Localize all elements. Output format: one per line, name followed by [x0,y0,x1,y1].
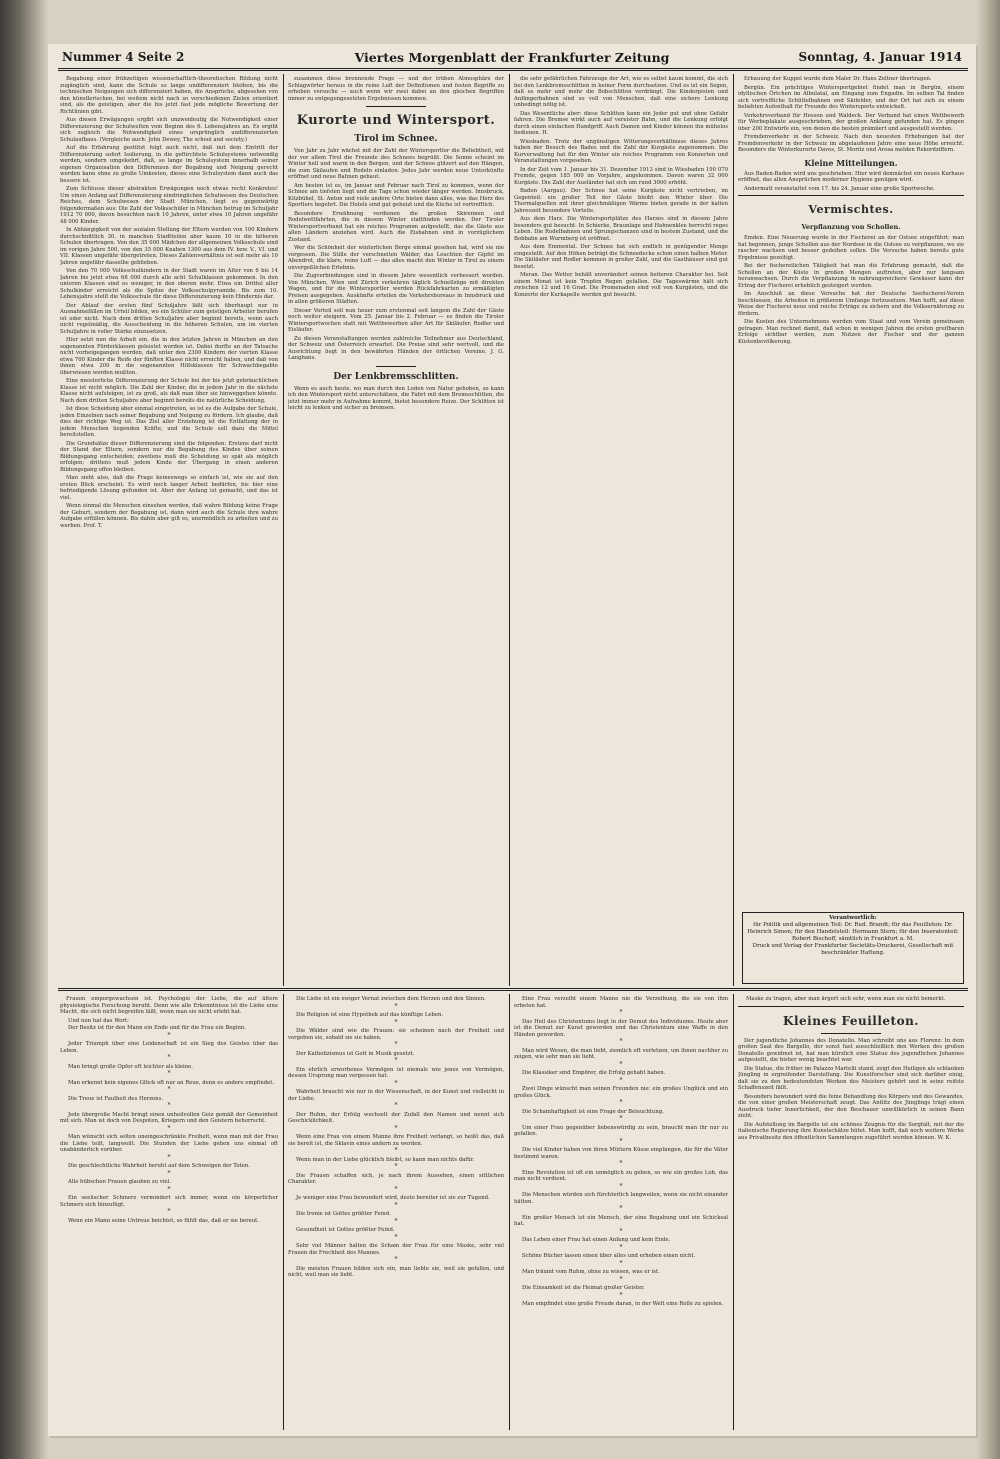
paragraph: Bei der fischereilichen Tätigkeit hat man die Erfahrung gemacht, daß die Schollen an der Küste in großen Mengen auftreten, aber nur langsam heranwachsen. Durch die Verpflanzung in nahrungsreichere Gewässer kann der Ertrag der Fischerei erheblich gesteigert werden. [738,263,964,289]
paragraph: Im Anschluß an diese Versuche hat der Deutsche Seefischerei-Verein beschlossen, die Arbeiten in größerem Umfange fortzusetzen. Man hofft, auf diese Weise der Fischerei neue und reiche Erträge zu sichern und die Volksernährung zu fördern. [738,291,964,317]
aphorism: Man erkennt kein eigenes Glück oft nur an Reue, denn es andere empfindet. [68,1079,275,1086]
issue-date: Sonntag, 4. Januar 1914 [798,50,962,64]
aphorism: Das Heil des Christentums liegt in der Demut des Individuums. Heute aber ist die Demut zur Kunst geworden und das Christentum eine Waffe in den Händen geworden. [514,1018,728,1038]
separator-star: * [167,1124,171,1132]
paragraph: Aus Baden-Baden wird uns geschrieben: Hier wird demnächst ein neues Kurhaus eröffnet, das allen Ansprüchen moderner Hygiene genügen wird. [738,170,964,183]
aphorism: Man bringt große Opfer oft leichter als kleine. [68,1063,193,1070]
paragraph: Besonders bewundert wird die feine Behandlung des Körpers und des Gewandes, die von einer großen Meisterschaft zeugt. Das Antlitz des Jünglings trägt einen Ausdruck tiefer Innerlichkeit, der den Beschauer unwillkürlich in seinen Bann zieht. [738,1093,964,1119]
separator-star: * [167,1169,171,1177]
aphorism: Eine Frau verzeiht einem Manne nie die Verzeihung, die sie von ihm erbeten hat. [514,996,728,1009]
masthead-rule-thin [58,70,968,71]
separator-star: * [619,1060,623,1068]
paragraph: Besondere Erwähnung verdienen die großen Skirennen und Rodelwettfahrten, die in diesem Winter stattfinden werden. Der Tiroler Wintersportverband hat ein reiches Programm aufgestellt, das die Gäste aus allen Ländern anziehen wird. Auch die Eisbahnen sind in vorzüglichem Zustand. [288,210,504,243]
aphorism: Der Ruhm, der Erfolg wechselt der Zufall den Namen und nennt sich Geschicklichkeit. [288,1111,504,1124]
separator-star: * [619,1259,623,1267]
paragraph: Auf die Erfahrung gestützt folgt auch nicht, daß mit dem Eintritt der Differenzierung sofort Isolierung, in die gefürchtete Schulsysteme notwendig werden, sondern umgekehrt, daß, so lange im Schulsystem innerhalb seiner eigenen Organisation den Differenzen der Begabung und Neigung gerecht werden kann ohne zu große Umkosten, dieses eine Schulsystem dann auch das bessere ist. [60,145,278,184]
paragraph: In der Zeit vom 1. Januar bis 31. Dezember 1913 sind in Wiesbaden 190 070 Fremde, gegen 185 000 im Vorjahre, angekommen. Davon waren 32 000 Kurgäste. Die Zahl der Ausländer hat sich um rund 3000 erhöht. [514,166,728,186]
paragraph: Der Ablauf der ersten fünf Schuljahre läßt sich überhaupt nur in Ausnahmefällen im Urteil bilden, wo ein Schüler zum geistigen Arbeiter berufen ist oder nicht. Nach dem dritten Schuljahre aber beginnt bereits, wenn auch nicht regelmäßig, die Ausscheidung in die höheren Schulen, um im vierten Schuljahre in voller Stärke einzusetzen. [60,302,278,335]
separator-star: * [619,1076,623,1084]
lower-column-rule-2 [509,994,510,1430]
separator-star: * [619,1205,623,1212]
column-rule-1 [283,74,284,986]
aphorism: Der Besitz ist für den Mann ein Ende und für die Frau ein Beginn. [68,1025,246,1031]
paragraph: Verkehrsverband für Hessen und Waldeck. Der Verband hat einen Wettbewerb für Werbeplakate ausgeschrieben, der großen Anklang gefunden hat. Es gingen über 200 Entwürfe ein, von denen die besten prämiiert und ausgestellt werden. [738,112,964,132]
column-rule-3 [733,74,734,986]
aphorism: Die meisten Frauen bilden sich ein, man liebte sie, weil sie gefallen, und nicht, weil man sie liebt. [288,1265,504,1278]
article-heading-lenkbremsschlitten: Der Lenkbremsschlitten. [333,371,459,382]
fold-rule-thin [58,990,968,991]
paragraph: Aus dem Harz. Die Wintersportplätze des Harzes sind in diesem Jahre besonders gut besucht. In Schierke, Braunlage und Hahnenklee herrscht reges Leben. Die Rodelbahnen und Sprungschanzen sind in bestem Zustand, und die Bobbahn am Wurmberg ist eröffnet. [514,216,728,242]
article-column-1 [60,76,278,984]
paragraph: Wer die Schönheit der winterlichen Berge einmal gesehen hat, wird sie nie vergessen. Die Stille der verschneiten Wälder, das Leuchten der Gipfel im Abendrot, die klare, reine Luft — das alles macht den Winter in Tirol zu einem unvergeßlichen Erlebnis. [288,245,504,271]
aphorism: Wahrheit braucht wie nur in der Wissenschaft, in der Kunst und vielleicht in der Liebe. [288,1089,504,1102]
masthead-rule [58,68,968,69]
paragraph: zusammen diese brennende Frage — und der trüben Atmosphäre der Schlagwörter heraus in die reine Luft der Definitionen und festen Begriffe zu erheben versuche — auch wenn wir zwei dabei an den gleichen Begriffen immer zu entgegengesetzten Ergebnissen kommen. [288,76,504,102]
divider [738,1006,964,1007]
article-heading-tirol: Tirol im Schnee. [354,134,438,144]
separator-star: * [619,1115,623,1122]
aphorism: Um einer Frau gegenüber liebenswürdig zu sein, braucht man ihr nur zu gefallen. [514,1124,728,1137]
aphorism: Ein seelischer Schmerz vermindert sich immer, wenn ein körperlicher Schmerz sich hinzufügt. [60,1195,278,1208]
feuilleton-column [738,996,964,1428]
paragraph: Die Statue, die früher im Palazzo Martelli stand, zeigt den Heiligen als schlanken Jüngling in ergreifender Darstellung. Die Kunstforscher sind sich darüber einig, daß sie zu den bedeutendsten Werken des Meisters gehört und in seine reifste Schaffenszeit fällt. [738,1065,964,1091]
divider [376,366,416,367]
paragraph: Andermatt veranstaltet vom 17. bis 24. Januar eine große Sportwoche. [744,185,935,192]
aphorism: Alle hübschen Frauen glauben zu viel. [68,1179,171,1185]
paragraph: Erbauung der Kuppel wurde dem Maler Dr. Hans Zeltner übertragen. [744,76,932,82]
separator-star: * [619,1099,623,1106]
separator-star: * [167,1153,171,1161]
paragraph: Der jugendliche Johannes des Donatello. Man schreibt uns aus Florenz: In dem großen Saal des Bargello, der sonst fast ausschließlich den Werken des großen Donatello gewidmet ist, hat man kürzlich eine Statue des jugendlichen Johannes aufgestellt, die bisher wenig beachtet war. [738,1037,964,1063]
separator-star: * [394,1102,398,1109]
separator-star: * [394,1147,398,1154]
aphorism: Der Katholizismus ist Gott in Musik gesetzt. [296,1050,415,1057]
paragraph: Begabung einer frühzeitigen wissenschaftlich-theoretischen Bildung nicht zugänglich sind, kann die Schule so lange undifferenziert bleiben, bis die technischen Neigungen sich differenziert haben, die Ansprüche, abgesehen von den künstlerischen, bei weitem nicht nach so verschiedenen Zielen orientiert sind, als die geistigen, aber die bis jetzt fast jede mögliche Bewertung der Richtlinien gibt. [60,76,278,115]
masthead [62,50,962,68]
aphorism: Die Einsamkeit ist die Heimat großer Geister. [522,1285,645,1291]
aphorism: Sehr viel Männer halten die Scham der Frau für eine Maske, sehr viel Frauen die Frechheit des Mannes. [288,1243,504,1256]
separator-star: * [619,1160,623,1167]
separator-star: * [619,1038,623,1045]
paragraph: Die Grundsätze dieser Differenzierung sind die folgenden: Erstens darf nicht der Stand der Eltern, sondern nur die Begabung des Kindes über seinen Bildungsgang entscheiden; zweitens muß die Scheidung so spät als möglich erfolgen; drittens muß jedem Kinde der Übergang in einen anderen Bildungsgang offen bleiben. [60,440,278,473]
aphorisms-column-1 [60,996,278,1428]
separator-star: * [167,1070,171,1077]
aphorism: Die Menschen würden sich fürchterlich langweilen, wenn sie nicht einander hätten. [514,1192,728,1205]
paragraph: Die Kosten des Unternehmens werden vom Staat und vom Verein gemeinsam getragen. Man rechnet damit, daß schon in wenigen Jahren die ersten greifbaren Erfolge sichtbar werden, zum Nutzen der Fischer und der ganzen Küstenbevölkerung. [738,319,964,345]
paragraph: Bergün. Ein prächtiges Wintersportgebiet findet man in Bergün, einem idyllischen Örtchen im Albulatal, am Eingang zum Engadin. Im selben Tal finden sich vortreffliche Schlittelbahnen und Skifelder, und der Ort hat sich zu einem beliebten Aufenthalt für Freunde des Wintersports entwickelt. [738,84,964,110]
separator-star: * [394,1256,398,1263]
divider [366,106,426,107]
paragraph: Eine meisterliche Differenzierung der Schule bei der bis jetzt gebräuchlichen Klasse ist nicht möglich. Die Zahl der Kinder, die in jedem Jahr in die nächste Klasse nicht aufsteigen, ist zu groß, als daß man über sie hinweggehen könnte. Nach dem dritten Schuljahre aber beginnt bereits die natürliche Scheidung. [60,378,278,404]
aphorism: Jede übergroße Macht bringt einen unheilvollen Geiz gemäß der Gemeinheit mit sich. Man ist doch von Despoten, Kriegern und den Geistern beherrscht. [60,1111,278,1124]
newspaper-title: Viertes Morgenblatt der Frankfurter Zeitung [354,50,670,65]
aphorism: Die Liebe ist ein ewiger Vernat zwischen dem Herzen und den Sinnen. [296,996,486,1002]
separator-star: * [619,1227,623,1235]
separator-star: * [167,1102,171,1109]
aphorism: Wenn ein Mann seine Untreue beichtet, so fühlt das, daß er sie bereut. [68,1217,259,1224]
separator-star: * [619,1182,623,1190]
imprint-editors: für Politik und allgemeinen Teil: Dr. Rud. Brandt; für das Feuilleton: Dr. Heinrich Simon; für den Handelsteil: Hermann Stern; für den Inseratenteil: Robert Bischoff, sämtlich in Frankfurt a. M. [747,922,959,942]
imprint-publisher: Druck und Verlag der Frankfurter Societäts-Druckerei, Gesellschaft mit beschränkter Haftung. [752,943,954,956]
separator-star: * [394,1233,398,1241]
separator-star: * [167,1185,171,1193]
paragraph: die sehr gefährlichen Fahrzeuge der Art, wie es selbst kaum kommt, die sich bei den Lenkbremsschlitten in keiner Form durchsetzen. Und es ist ein Segen, daß es mehr und mehr die Bobschlitten verdrängt. Die Kinderpisten und Anfängerbahnen sind so voll von Menschen, daß eine sichere Lenkung unbedingt nötig ist. [514,76,728,108]
separator-star: * [619,1243,623,1251]
paragraph: Aus diesen Erwägungen ergibt sich unzweideutig die Notwendigkeit einer Differenzierung der Schulwelten vom Beginn des 6. Lebensjahres an. Es ergibt sich zugleich die Notwendigkeit eines ursprünglich undifferenzierten Schulaufbaus. (Vergleiche auch: John Dewey, The school and society.) [60,117,278,143]
paragraph: Von den 70 000 Volksschulkindern in der Stadt waren im Alter von 6 bis 14 Jahren bis jetzt etwa 68 000 durch alle acht Schulklassen gekommen. In den unteren Klassen sind es weniger, in den oberen mehr. Etwa ein Drittel aller Schulkinder erreicht als die Spitze der Volksschulpyramide. Bis zum 10. Lebensjahre stellt die Volksschule für diese Differenzierung kein Hindernis dar. [60,268,278,300]
aphorism: Man wünscht sich selten uneingeschränkte Freiheit, wenn man mit der Frau die Liebe teilt, langweilt. Die Stunden der Liebe gehen uns einmal oft unabänderlich vorüber. [60,1134,278,1153]
paragraph: Am besten ist es, im Januar und Februar nach Tirol zu kommen, wenn der Schnee am tiefsten liegt und die Tage schon wieder länger werden. Innsbruck, Kitzbühel, St. Anton und viele andere Orte bieten dann alles, was das Herz des Sportlers begehrt. Die Hotels sind gut geheizt und die Küche ist vortrefflich. [288,182,504,208]
article-column-4 [738,76,964,906]
aphorism: Je weniger eine Frau bewundert wird, desto bereiter ist sie zur Tugend. [296,1195,490,1201]
aphorism: Ein großer Mensch ist ein Mensch, der eine Begabung und ein Schicksal hat. [514,1214,728,1227]
aphorism: Die Wälder sind wie die Frauen: sie scheinen nach der Freiheit und vergeben sie, sobald sie sie haben. [288,1028,504,1041]
paragraph: Ist diese Scheidung aber einmal eingetreten, so ist es die Aufgabe der Schule, jeden Einzelnen nach seiner Begabung und Neigung zu fördern. Ich glaube, daß dies der richtige Weg ist. Das Ziel aller Erziehung ist die Entfaltung der in jedem Menschen liegenden Kräfte, und die Schule soll dazu die Mittel bereitstellen. [60,406,278,438]
fold-rule [58,988,968,989]
separator-star: * [619,1137,623,1145]
separator-star: * [167,1086,171,1093]
separator-star: * [394,1018,398,1026]
column-rule-2 [509,74,510,986]
paragraph: Fremdenverkehr in der Schweiz. Nach den neuesten Erhebungen hat der Fremdenverkehr in der Schweiz im abgelaufenen Jahre eine neue Höhe erreicht. Besonders die Winterkurorte Davos, St. Moritz und Arosa melden Rekordziffern. [738,134,964,153]
book-binding-left [0,0,48,1459]
paragraph: In Abhängigkeit von der sozialen Stellung der Eltern werden von 100 Kindern durchschnittlich 30, in manchen Stadtteilen aber kaum 10 in die höheren Schulen übertragen. Von den 35 000 Mädchen der allgemeinen Volksschule sind im vorigen Jahre 500, von den 35 000 Knaben 1300 aus dem IV. bzw. V., VI. und VII. Klassen ungefähr übergetreten. Dieses Zahlenverhältnis ist seit mehr als 10 Jahren ungefähr dasselbe geblieben. [60,227,278,266]
paragraph: Frauen emporgewachsen ist. Psychologie der Liebe, die auf ältere physiologische Forschung beruht. Denn wie alle Erkenntnisse ist die Liebe eine Macht, die sich nicht begreifen läßt, wenn man sie nicht erlebt hat. [60,996,278,1015]
separator-star: * [394,1185,398,1193]
paragraph: Aus dem Emmental. Der Schnee hat sich endlich in genügender Menge eingestellt. Auf den Höhen beträgt die Schneedecke schon einen halben Meter. Die Skiläufer und Rodler kommen in großer Zahl, und die Gasthäuser sind gut besetzt. [514,244,728,270]
separator-star: * [167,1208,171,1215]
paragraph: Zu diesen Veranstaltungen werden zahlreiche Teilnehmer aus Deutschland, der Schweiz und Österreich erwartet. Die Preise sind sehr wertvoll, und die Ausrichtung liegt in den bewährten Händen der örtlichen Vereine. J. G. Langhans. [288,335,504,361]
imprint-box [742,912,964,984]
paragraph: Wenn es auch heute, wo man durch den Loden von Natur gehoben, so kann ich den Wintersport nicht unterschätzen, die Fahrt mit dem Bremsschlitten, die jetzt immer mehr in Aufnahme kommt, bietet besondere Reize. Der Schlitten ist leicht zu lenken und sicher zu bremsen. [288,385,504,411]
paragraph: Von Jahr zu Jahr wächst mit der Zahl der Wintersportler die Beliebtheit, mit der vor allem Tirol die Freunde des Schnees begrüßt. Die Sonne scheint im Winter hell und warm in den Bergen, und der Schnee glitzert auf den Hängen, die zum Skilaufen und Rodeln einladen. Jedes Jahr werden neue Unterkünfte eröffnet und neue Bahnen gebaut. [288,148,504,180]
separator-star: * [167,1031,171,1039]
aphorism: Die Religion ist eine Hypothek auf das künftige Leben. [296,1012,444,1018]
paragraph: Meran. Das Wetter behält unverändert seinen heiteren Charakter bei. Seit einem Monat ist kein Tropfen Regen gefallen. Die Tageswärme hält sich zwischen 12 und 16 Grad. Die Promenaden sind voll von Kurgästen, und die Konzerte der Kurkapelle werden gut besucht. [514,272,728,298]
aphorism: Man wird Wesen, die man liebt, ziemlich oft verletzen, um ihnen nachher zu zeigen, wie sehr man sie liebt. [514,1047,728,1060]
aphorism: Wenn eine Frau von einem Manne ihre Freiheit verlangt, so heißt das, daß sie bereit ist, die Sklavin eines andern zu werden. [288,1134,504,1147]
lower-column-rule-3 [733,994,734,1430]
aphorism: Die viel Kinder haben von ihren Müttern Küsse empfangen, die für die Väter bestimmt waren. [514,1147,728,1160]
aphorism: Die Treue ist Faulheit des Herzens. [68,1095,163,1102]
separator-star: * [619,1291,623,1299]
aphorism: Gesundheit ist Gottes größter Feind. [296,1227,395,1233]
paragraph: Emden. Eine Neuerung wurde in der Fischerei an der Ostsee eingeführt: man hat begonnen, junge Schollen aus der Nordsee in die Ostsee zu verpflanzen, wo sie rascher wachsen und besser gedeihen sollen. Die Versuche haben bereits gute Ergebnisse gezeitigt. [738,235,964,261]
aphorism: Die Schamhaftigkeit ist eine Frage der Beleuchtung. [522,1108,664,1115]
lower-column-rule-1 [283,994,284,1430]
section-heading-kleine-mitteilungen: Kleine Mitteilungen. [804,157,898,168]
aphorism: Die Klassiker sind Empörer, die Erfolg gehabt haben. [522,1070,666,1076]
page-number: Nummer 4 Seite 2 [62,50,185,64]
separator-star: * [167,1054,171,1061]
aphorism: Die Ironie ist Gottes größter Feind. [296,1211,391,1217]
paragraph: Die Zugverbindungen sind in diesem Jahre wesentlich verbessert worden. Von München, Wien und Zürich verkehren täglich Schnellzüge mit direkten Wagen, und für die Wintersportler werden Rückfahrkarten zu ermäßigten Preisen ausgegeben. Auskünfte erteilen die Verkehrsbureaus in Innsbruck und in allen größeren Städten. [288,273,504,305]
aphorism: Man träumt vom Ruhm, ohne zu wissen, was er ist. [522,1269,660,1275]
aphorism: Schöne Bücher lassen einen über alles und erheben einen nicht. [522,1253,696,1259]
aphorism: Das Leben einer Frau hat einen Anfang und kein Ende. [522,1237,671,1243]
aphorism: Maske zu tragen, aber man ärgert sich sehr, wenn man sie nicht bemerkt. [746,996,946,1002]
separator-star: * [394,1163,398,1170]
aphorism: Eine Revolution ist oft ein unmöglich zu geben, so wie ein großes Lob, das man nicht verdient. [514,1169,728,1182]
paragraph: Man sieht also, daß die Frage keineswegs so einfach ist, wie sie auf den ersten Blick erscheint. Es wird noch langer Arbeit bedürfen, bis hier eine befriedigende Lösung gefunden ist. Aber der Anfang ist gemacht, und das ist viel. [60,475,278,501]
separator-star: * [394,1217,398,1225]
paragraph: Das Wesentliche aber: diese Schlitten kann ein Jeder gut und ohne Gefahr fahren. Die Bremse wirkt auch auf vereister Bahn, und die Lenkung erfolgt durch einen einfachen Handgriff. Auch Damen und Kinder können ihn mühelos bedienen. H. [514,110,728,136]
imprint-heading: Verantwortlich: [829,915,877,921]
paragraph: Die Aufstellung im Bargello ist ein schönes Zeugnis für die Sorgfalt, mit der die italienische Regierung ihre Kunstschätze hütet. Man hofft, daß noch weitere Werke aus Privatbesitz den öffentlichen Sammlungen zugeführt werden können. W. K. [738,1121,964,1141]
page-edge-right [976,0,1000,1459]
section-heading-kurorte: Kurorte und Wintersport. [296,113,496,128]
separator-star: * [394,1057,398,1064]
paragraph: Dieser Vorteil soll nun heuer zum erstenmal seit langem die Zahl der Gäste noch weiter steigern. Vom 25. Januar bis 2. Februar — es finden die Tiroler Wintersportwochen statt mit Wettbewerben aller Art für Skiläufer, Rodler und Eisläufer. [288,307,504,333]
paragraph: Hier setzt nun die Arbeit ein, die in den letzten Jahren in München an den sogenannten Förderklassen geleistet worden ist. Dabei durfte an der Tatsache nicht vorbeigegangen werden, daß unter den 2300 Kindern der vierten Klasse etwa 700 Kinder die Reife der fünften Klasse nicht erreicht haben, und daß von ihnen etwa 200 in die sogenannten Hilfsklassen für Schwachbegabte überwiesen werden mußten. [60,337,278,376]
aphorism: Jeder Triumph über eine Leidenschaft ist ein Sieg des Geistes über das Leben. [60,1041,278,1054]
separator-star: * [619,1009,623,1016]
paragraph: Wiesbaden. Trotz der ungünstigen Witterungsverhältnisse dieses Jahres haben der Besuch des Bades und die Zahl der Kurgäste zugenommen. Die Kurverwaltung hat für den Winter ein reiches Programm von Konzerten und Veranstaltungen vorgesehen. [514,138,728,164]
aphorism: Wenn man in der Liebe glücklich bleibt, so kann man nichts dafür. [296,1156,475,1163]
paragraph: Baden (Aargau). Der Schnee hat seine Kurgäste nicht vertrieben, im Gegenteil: ein großer Teil der Gäste bleibt den Winter über. Die Thermalquellen mit ihrer gleichmäßigen Wärme bieten gerade in der kalten Jahreszeit besondere Vorteile. [514,188,728,214]
separator-star: * [394,1201,398,1209]
divider [738,195,964,196]
section-heading-vermischtes: Vermischtes. [808,203,894,216]
section-heading-feuilleton: Kleines Feuilleton. [783,1013,919,1028]
separator-star: * [619,1275,623,1283]
divider [821,1033,881,1034]
aphorism: Ein ehrlich erworbenes Vermögen ist niemals wie jenes von Vermögen, dessen Ursprung man vergessen hat. [288,1066,504,1079]
article-column-2 [288,76,504,984]
separator-star: * [394,1124,398,1132]
aphorism: Die Frauen schaffen sich, je nach ihrem Aussehen, einen sittlichen Charakter. [288,1172,504,1185]
paragraph: Wenn einmal die Menschen einsehen werden, daß wahre Bildung keine Frage der Geburt, sondern der Begabung ist, dann wird auch die Schule ihre wahre Aufgabe erfüllen können. Bis dahin aber gilt es, unermüdlich zu arbeiten und zu werben. Prof. T. [60,503,278,529]
aphorism: Zwei Dinge wünscht man seinen Freunden nie: ein großes Unglück und ein großes Glück. [514,1086,728,1099]
aphorism: Man empfindet eine große Freude daran, in der Welt eine Rolle zu spielen. [522,1301,724,1307]
separator-star: * [394,1041,398,1048]
aphorisms-column-3 [514,996,728,1428]
paragraph: Und nun hat das Wort: [68,1017,129,1024]
paragraph: Zum Schlusse dieser abstrakten Erwägungen noch etwas recht Konkretes! Um einen Anfang auf Differenzierung eindringlichen Schulwesen des Deutschen Reiches, dem Schulwesen der Stadt München, liegt es gegenwärtig folgendermaßen aus: Die Zahl der Volksschüler in München betrug im Schuljahr 1912 70 000, davon besuchten nach 10 Jahren, unter etwa 10 Jahren ungefähr 48 000 Kinder. [60,186,278,225]
separator-star: * [394,1079,398,1087]
aphorism: Die geschlechtliche Wahrheit beruht auf dem Schweigen der Toten. [68,1163,250,1169]
aphorisms-column-2 [288,996,504,1428]
article-column-3 [514,76,728,984]
separator-star: * [394,1002,398,1010]
article-heading-schollen: Verpflanzung von Schollen. [801,223,901,231]
